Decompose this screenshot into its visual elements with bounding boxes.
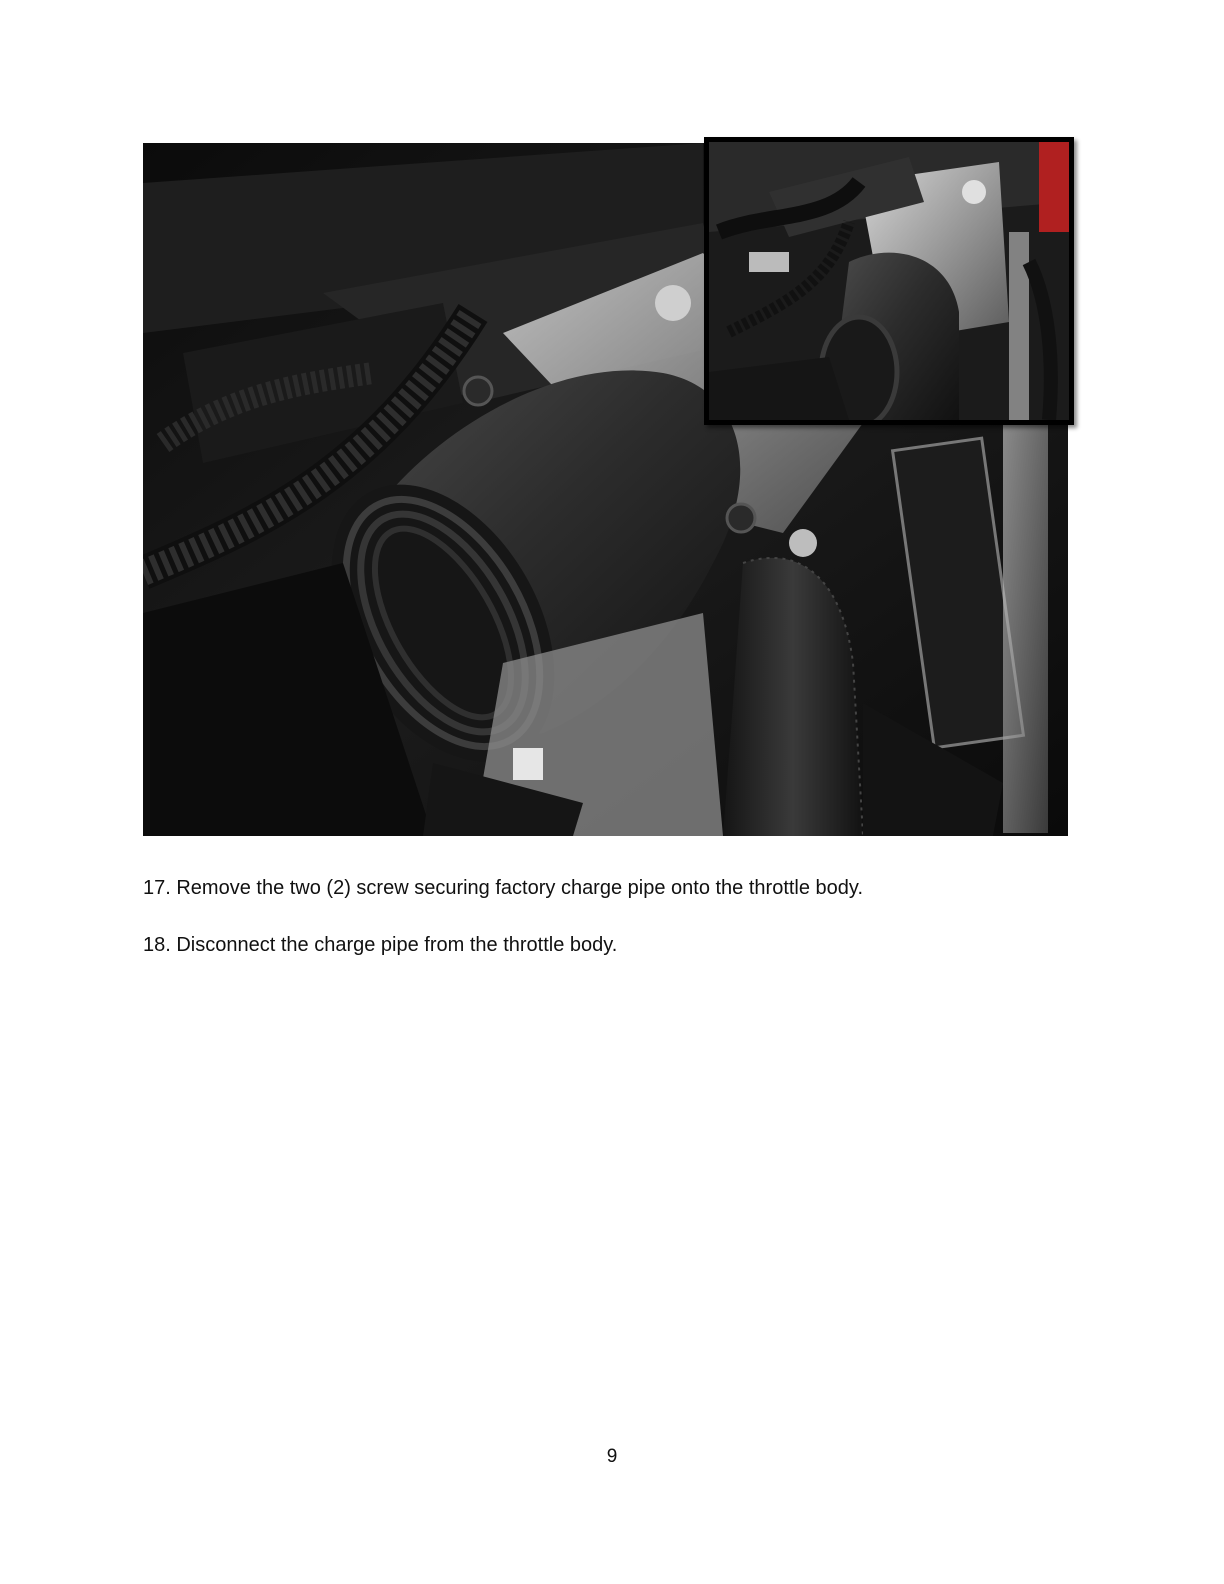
inset-closeup-photo — [704, 137, 1074, 425]
page-number: 9 — [606, 1446, 618, 1467]
step-17-text: 17. Remove the two (2) screw securing factory charge pipe onto the throttle body. — [143, 877, 863, 899]
inset-closeup-illustration — [709, 142, 1069, 420]
step-18-text: 18. Disconnect the charge pipe from the throttle body. — [143, 934, 618, 956]
